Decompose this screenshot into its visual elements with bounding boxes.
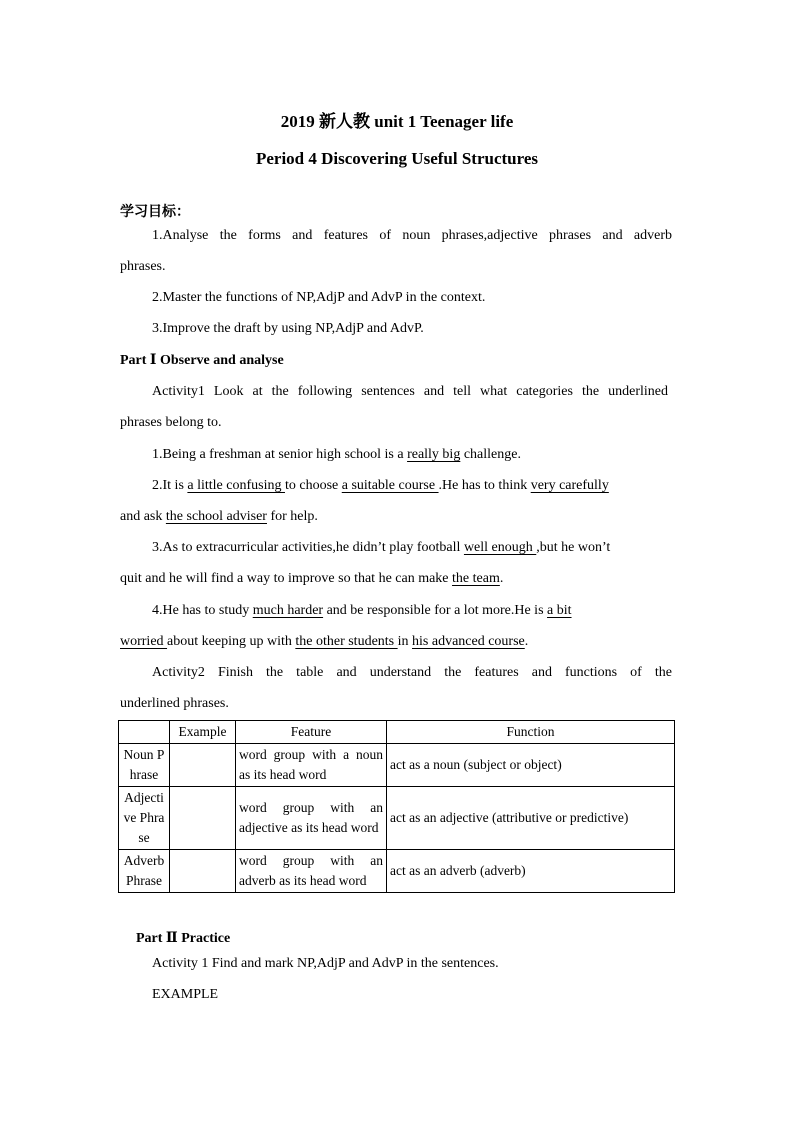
underlined-phrase: a suitable course	[341, 478, 439, 493]
goals-heading: 学习目标：	[120, 205, 190, 220]
table-row	[119, 850, 675, 893]
sentence-4-cont: worried about keeping up with the other students in his advanced course.	[120, 634, 529, 649]
sentence-2-cont: and ask the school adviser for help.	[120, 509, 318, 524]
row-name: Adjective Phrase	[119, 787, 170, 850]
underlined-phrase: really big	[407, 447, 461, 462]
activity1-instruction: Activity1 Look at the following sentences and tell what categories the underlined	[152, 384, 668, 399]
underlined-phrase: well enough	[463, 540, 537, 555]
function-cell: act as an adjective (attributive or predictive)	[387, 787, 675, 850]
underlined-phrase: the team	[452, 571, 500, 586]
underlined-phrase: his advanced course	[412, 634, 525, 649]
activity1-instruction-cont: phrases belong to.	[120, 415, 222, 430]
function-cell: act as a noun (subject or object)	[387, 744, 675, 787]
goal-1-cont: phrases.	[120, 259, 166, 274]
underlined-phrase: the school adviser	[165, 509, 267, 524]
row-name: Adverb Phrase	[119, 850, 170, 893]
table-header-row	[119, 721, 675, 744]
part2-activity1: Activity 1 Find and mark NP,AdjP and AdvP in the sentences.	[152, 956, 499, 971]
sentence-1: 1.Being a freshman at senior high school is a really big challenge.	[152, 447, 521, 462]
row-name: Noun Phrase	[119, 744, 170, 787]
underlined-phrase: worried	[120, 634, 168, 649]
feature-cell: word group with an adjective as its head word	[236, 787, 387, 850]
sentence-3-cont: quit and he will find a way to improve so that he can make the team.	[120, 571, 504, 586]
table-header: Example	[170, 721, 236, 744]
goal-1: 1.Analyse the forms and features of noun phrases,adjective phrases and adverb	[152, 228, 672, 243]
table-header	[119, 721, 170, 744]
underlined-phrase: very carefully	[530, 478, 609, 493]
sentence-3: 3.As to extracurricular activities,he didn’t play football well enough ,but he won’t	[152, 540, 611, 555]
underlined-phrase: the other students	[295, 634, 398, 649]
page-subtitle: Period 4 Discovering Useful Structures	[255, 149, 539, 168]
table-header: Function	[387, 721, 675, 744]
feature-cell: word group with a noun as its head word	[236, 744, 387, 787]
page-title: 2019 新人教 unit 1 Teenager life	[280, 112, 514, 131]
goal-2: 2.Master the functions of NP,AdjP and AdvP in the context.	[152, 290, 486, 305]
sentence-4: 4.He has to study much harder and be responsible for a lot more.He is a bit	[152, 603, 572, 618]
table-row	[119, 744, 675, 787]
example-cell[interactable]	[170, 850, 236, 893]
goal-3: 3.Improve the draft by using NP,AdjP and AdvP.	[152, 321, 424, 336]
part1-heading: Part Ⅰ Observe and analyse	[120, 353, 284, 368]
sentence-2: 2.It is a little confusing to choose a suitable course .He has to think very carefully	[152, 478, 609, 493]
underlined-phrase: a little confusing	[187, 478, 285, 493]
table-header: Feature	[236, 721, 387, 744]
function-cell: act as an adverb (adverb)	[387, 850, 675, 893]
activity2-instruction-cont: underlined phrases.	[120, 696, 229, 711]
activity2-instruction: Activity2 Finish the table and understand the features and functions of the	[152, 665, 672, 680]
underlined-phrase: a bit	[547, 603, 572, 618]
phrase-table	[118, 720, 675, 893]
feature-cell: word group with an adverb as its head word	[236, 850, 387, 893]
example-cell[interactable]	[170, 744, 236, 787]
example-cell[interactable]	[170, 787, 236, 850]
part2-heading: Part Ⅱ Practice	[136, 931, 231, 946]
underlined-phrase: much harder	[252, 603, 324, 618]
example-label: EXAMPLE	[152, 987, 219, 1002]
table-row	[119, 787, 675, 850]
